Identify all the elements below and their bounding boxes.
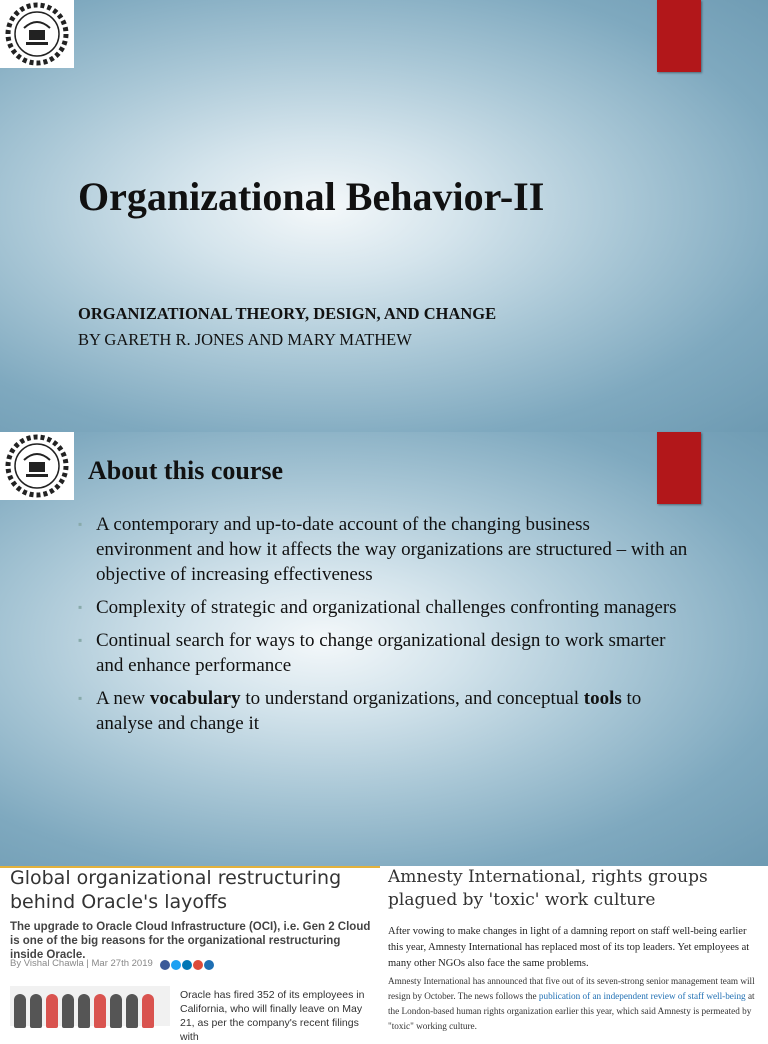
bullet-icon: ▪ [78,600,83,614]
institute-logo [0,432,74,500]
bullet-text: A contemporary and up-to-date account of the changing business environment and how it affects the way organizations are structured – with an objective of increasing effectiveness [96,514,688,585]
review-link[interactable]: publication of an independent review of staff well-being [538,991,746,1001]
article-text: Amnesty International has announced that five out of its seven-strong senior management team will resign by October. The news follows the [388,976,755,1001]
twitter-icon[interactable] [171,960,181,970]
bullet-list [78,512,688,744]
book-authors: BY GARETH R. JONES AND MARY MATHEW [78,330,412,349]
bullet-text: Complexity of strategic and organizational challenges confronting managers [96,597,677,618]
article-byline: By Vishal Chawla | Mar 27th 2019 [10,958,153,969]
bullet-item [78,628,688,678]
bullet-icon: ▪ [78,691,83,705]
article-headline: Amnesty International, rights groups plagued by 'toxic' work culture [388,867,708,910]
bullet-bold-term: vocabulary [149,688,241,709]
share-icons [160,957,215,975]
article-body: Oracle has fired 352 of its employees in California, who will finally leave on May 21, as per the company's recent filings with [180,989,365,1043]
article-headline: Global organizational restructuring behind Oracle's layoffs [10,867,342,913]
slide-title: Organizational Behavior-II [78,174,545,219]
article-deck: The upgrade to Oracle Cloud Infrastructure (OCI), i.e. Gen 2 Cloud is one of the big reasons for the organizational restructuring inside Oracle. [10,921,371,961]
bullet-text-part: to analyse and change it [96,688,642,734]
article-body [388,974,760,1034]
article-lead: After vowing to make changes in light of a damning report on staff well-being earlier this year, Amnesty International has replaced most of its top leaders. Yet employees at many other NGOs also face the same problems. [388,926,750,969]
linkedin-icon[interactable] [182,960,192,970]
accent-bar [657,0,701,72]
title-slide [0,0,768,432]
oracle-article [0,866,380,1043]
bullet-text: Continual search for ways to change organizational design to work smarter and enhance performance [96,630,666,676]
amnesty-article [380,866,768,1031]
news-clippings [0,866,768,1043]
bullet-icon: ▪ [78,633,83,647]
book-title: ORGANIZATIONAL THEORY, DESIGN, AND CHANGE [78,304,497,323]
bullet-item [78,595,688,620]
bullet-icon: ▪ [78,517,83,531]
bullet-item [78,686,688,736]
bullet-text-part: A new [96,688,150,709]
accent-bar [657,432,701,504]
article-image [10,986,170,1026]
article-text: at the London-based human rights organization earlier this year, which said Amnesty is permeated by "toxic" working culture. [388,991,755,1031]
facebook-icon[interactable] [160,960,170,970]
googleplus-icon[interactable] [193,960,203,970]
slide-heading: About this course [88,456,284,485]
course-slide [0,432,768,866]
bullet-bold-term: tools [583,688,622,709]
email-icon[interactable] [204,960,214,970]
bullet-item [78,512,688,587]
institute-logo [0,0,74,68]
bullet-text-part: to understand organizations, and conceptual [240,688,584,709]
